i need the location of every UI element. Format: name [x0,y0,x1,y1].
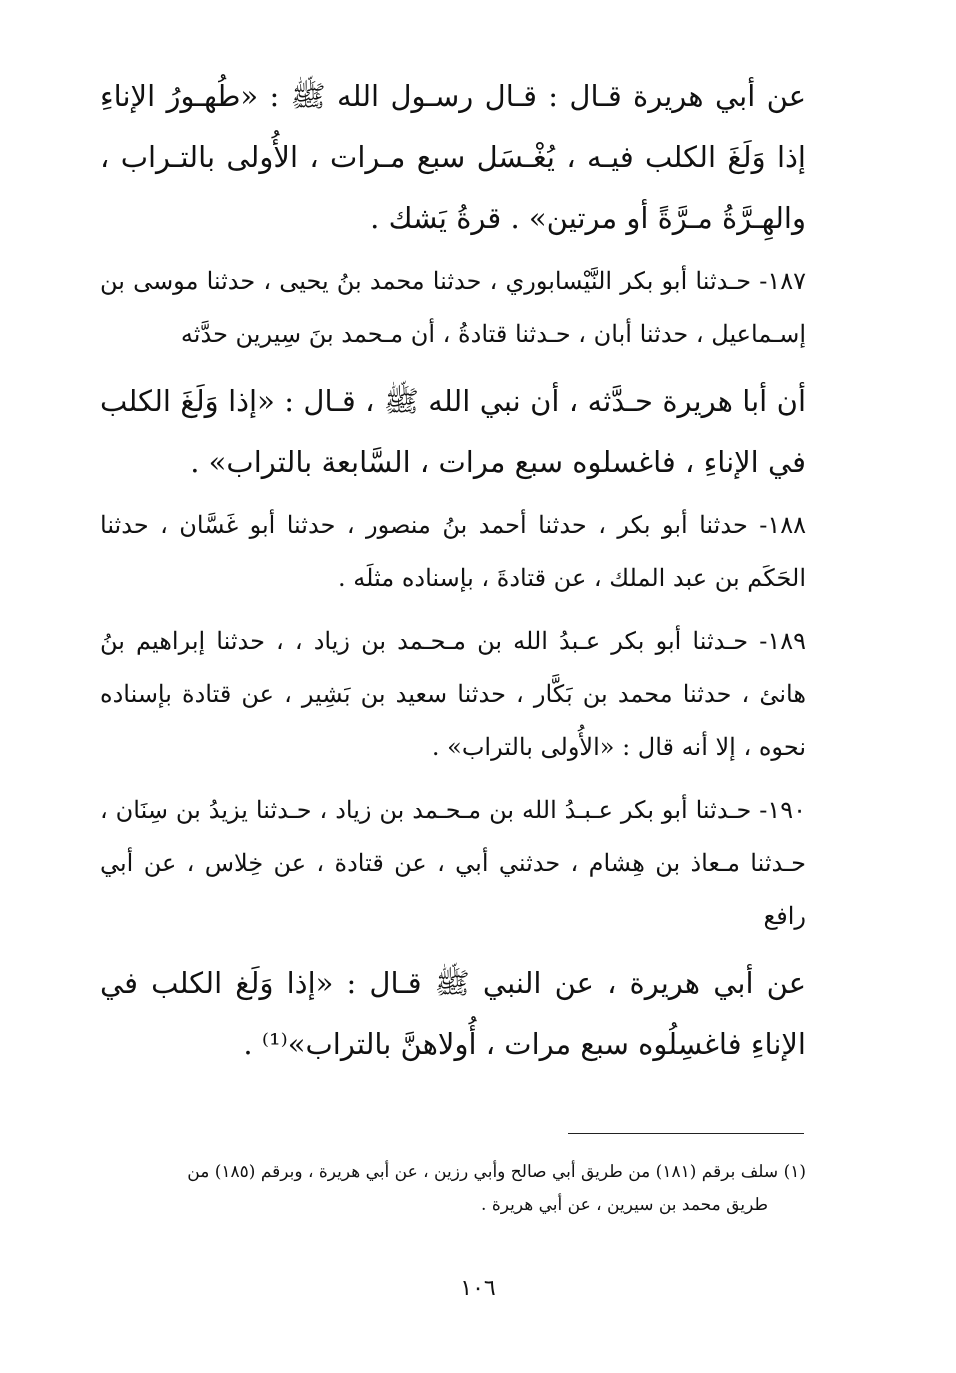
footnote-divider [568,1133,804,1134]
isnad-paragraph: ١٨٨- حدثنا أبو بكر ، حدثنا أحمد بنُ منصور ، حدثنا أبو غَسَّان ، حدثنا الحَكَم بن عبد الملك ، عن قتادةَ ، بإسناده مثلَه . [100,511,806,592]
footnote-line: (١) سلف برقم (١٨١) من طريق أبي صالح وأبي رزين ، عن أبي هريرة ، وبرقم (١٨٥) من [187,1162,806,1182]
footnote [100,1156,806,1222]
hadith-paragraph: أن أبا هريرة حـدَّثه ، أن نبي الله ﷺ ، قـال : «إذا وَلَغَ الكلب في الإناءِ ، فاغسلوه سبع مرات ، السَّابعة بالتراب» . [100,384,806,479]
main-text [100,66,806,1081]
isnad-paragraph: ١٨٩- حـدثنا أبو بكر عـبدُ الله بن مـحـمد بن زياد ، ، حدثنا إبراهيم بنُ هانئ ، حدثنا محمد بن بَكَّار ، حدثنا سعيد بن بَشِير ، عن قتادة بإسناده نحوه ، إلا أنه قال : «الأُولى بالتراب» . [100,627,806,761]
isnad-paragraph: ١٩٠- حـدثنا أبو بكر عـبـدُ الله بن مـحـمد بن زياد ، حـدثنا يزيدُ بن سِنَان ، حـدثنا مـعاذ بن هِشام ، حدثني أبي ، عن قتادة ، عن خِلاس ، عن أبي رافع [100,796,806,930]
page-number: ١٠٦ [460,1276,496,1301]
hadith-paragraph: عن أبي هريرة ، عن النبي ﷺ قـال : «إذا وَلَغ الكلب في الإناءِ فاغسِلُوه سبع مرات ، أُولاهنَّ بالتراب»⁽¹⁾ . [100,966,806,1061]
footnote-line: طريق محمد بن سيرين ، عن أبي هريرة . [481,1195,768,1215]
isnad-paragraph: ١٨٧- حـدثنا أبو بكر النَّيْسابوري ، حدثنا محمد بنُ يحيى ، حدثنا موسى بن إسـماعيل ، حدثنا أبان ، حـدثنا قتادةُ ، أن مـحمد بنَ سِيرين حدَّثه [100,267,806,348]
hadith-paragraph: عن أبي هريرة قـال : قـال رسـول الله ﷺ : «طُهـورُ الإناءِ إذا وَلَغَ الكلب فيـه ، يُغْـسَل سبع مـرات ، الأُولى بالتـراب ، والهِـرَّةُ مـرَّةً أو مرتين» . قرةُ يَشك . [100,79,806,235]
